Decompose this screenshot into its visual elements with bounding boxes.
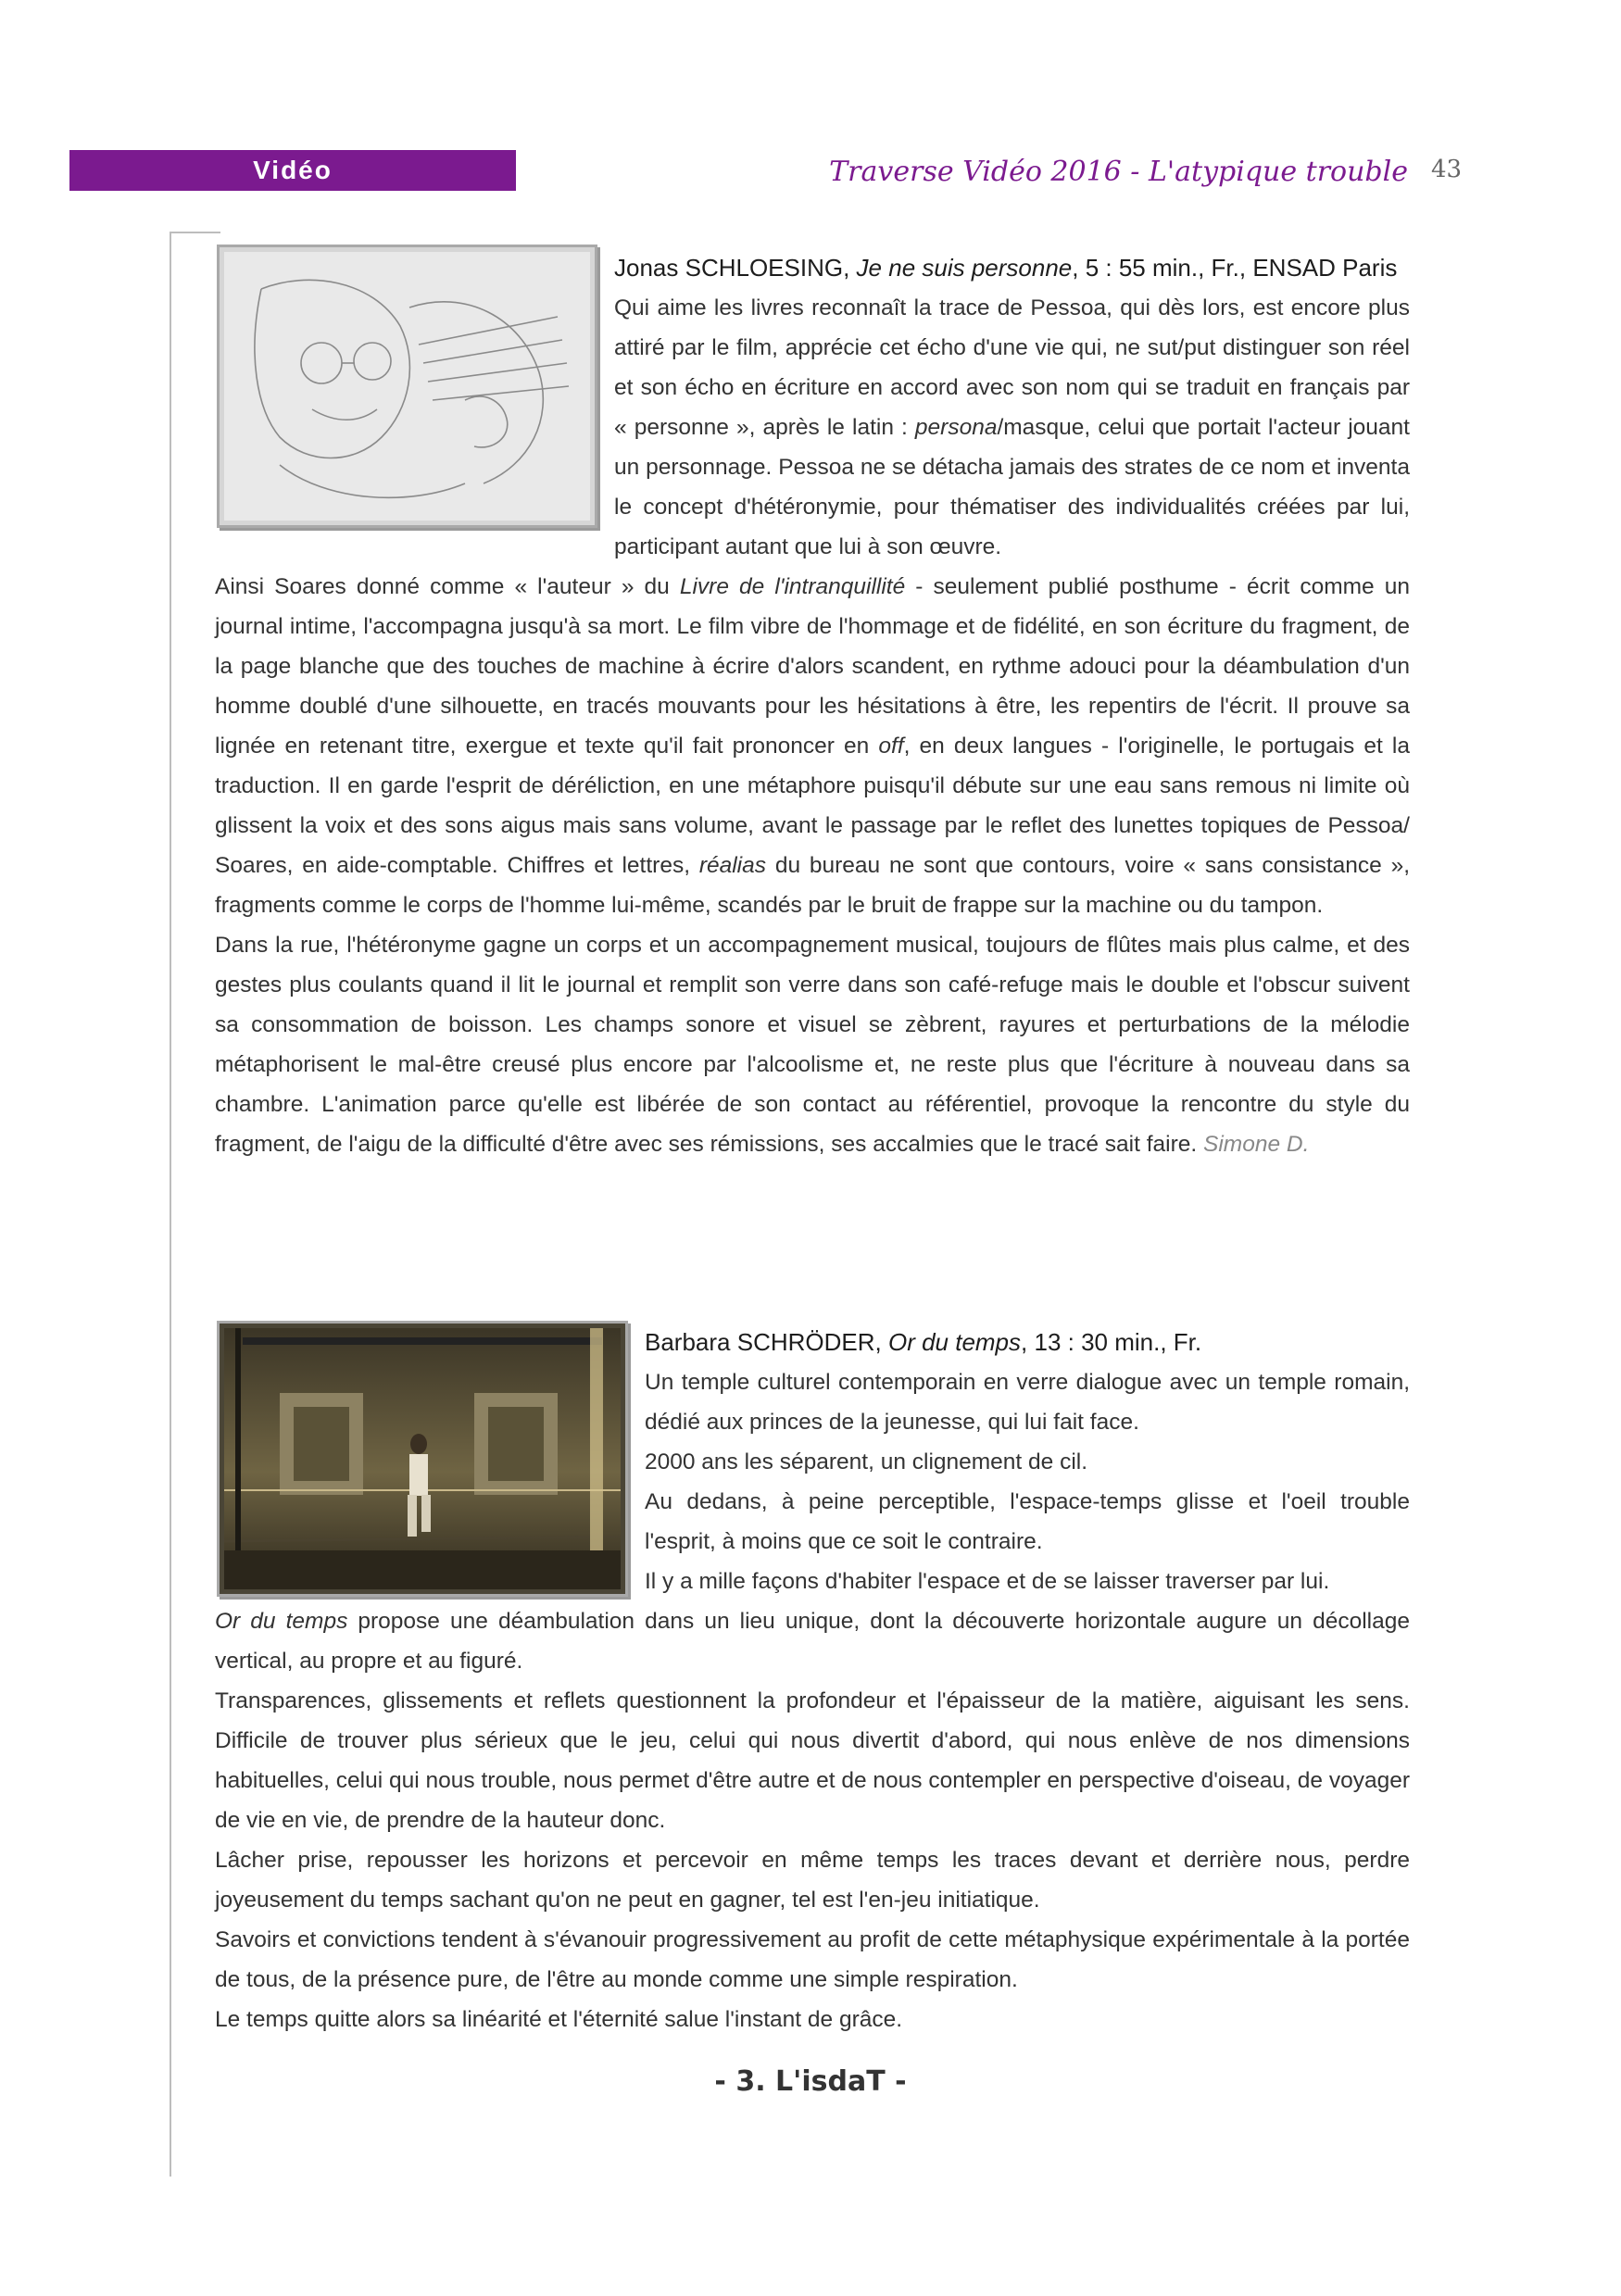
paragraph: Savoirs et convictions tendent à s'évanouir progressivement au profit de cette métaphysique expérimentale à la portée de tous, de la présence pure, de l'être au monde comme une simple respiration.	[215, 1927, 1410, 1992]
paragraph: Il y a mille façons d'habiter l'espace et de se laisser traverser par lui.	[645, 1569, 1330, 1594]
paragraph: Un temple culturel contemporain en verre dialogue avec un temple romain, dédié aux princes de la jeunesse, qui lui fait face.	[645, 1370, 1410, 1435]
film-details: , 13 : 30 min., Fr.	[1021, 1328, 1202, 1356]
margin-rule	[170, 232, 171, 2177]
film-title: Je ne suis personne	[856, 254, 1073, 282]
paragraph: Or du temps propose une déambulation dans un lieu unique, dont la découverte horizontale augure un décollage vertical, au propre et au figuré.	[215, 1609, 1410, 1674]
film-title: Or du temps	[887, 1328, 1022, 1356]
paragraph: Qui aime les livres reconnaît la trace de Pessoa, qui dès lors, est encore plus attiré par le film, apprécie cet écho d'une vie qui, ne sut/put distinguer son réel et son écho en écriture en accord avec son nom qui se traduit en français par « personne », après le latin : persona/masque, celui que portait l'acteur jouant un personnage. Pessoa ne se détacha jamais des strates de ce nom et inventa le concept d'hétéronymie, pour thématiser des individualités créées par lui, participant autant que lui à son œuvre.	[614, 295, 1410, 559]
article-schloesing	[215, 248, 1410, 1164]
sketch-illustration	[224, 252, 590, 521]
paragraph: Dans la rue, l'hétéronyme gagne un corps et un accompagnement musical, toujours de flûtes mais plus calme, et des gestes plus coulants quand il lit le journal et remplit son verre dans son café-refuge mais le double et l'obscur suivent sa consommation de boisson. Les champs sonore et visuel se zèbrent, rayures et perturbations de la mélodie métaphorisent le mal-être creusé plus encore par l'alcoolisme et, ne reste plus que l'écriture à nouveau dans sa chambre. L'animation parce qu'elle est libérée de son contact au référentiel, provoque la rencontre du style du fragment, de l'aigu de la difficulté d'être avec ses rémissions, ses accalmies que le tracé sait faire. Simone D.	[215, 933, 1410, 1157]
margin-rule-top	[170, 232, 220, 233]
paragraph: Transparences, glissements et reflets questionnent la profondeur et l'épaisseur de la matière, aiguisant les sens. Difficile de trouver plus sérieux que le jeu, celui qui nous divertit d'abord, qui nous enlève de nos dimensions habituelles, celui qui nous trouble, nous permet d'être autre et de nous contempler en perspective d'oiseau, de voyager de vie en vie, de prendre de la hauteur donc.	[215, 1688, 1410, 1833]
film-still-sketch	[217, 245, 597, 528]
film-details: , 5 : 55 min., Fr., ENSAD Paris	[1072, 254, 1398, 282]
paragraph: Le temps quitte alors sa linéarité et l'éternité salue l'instant de grâce.	[215, 2007, 903, 2032]
author-name: Barbara SCHRÖDER	[645, 1328, 875, 1356]
running-title: Traverse Vidéo 2016 - L'atypique trouble	[829, 156, 1408, 188]
article-schroder	[215, 1323, 1410, 2039]
section-label: Vidéo	[69, 150, 516, 191]
paragraph: Au dedans, à peine perceptible, l'espace-temps glisse et l'oeil trouble l'esprit, à moins que ce soit le contraire.	[645, 1489, 1410, 1554]
film-still-temple	[217, 1321, 628, 1597]
paragraph: 2000 ans les séparent, un clignement de cil.	[645, 1449, 1088, 1474]
film-heading-1: Jonas SCHLOESING, Je ne suis personne, 5 : 55 min., Fr., ENSAD Paris	[614, 254, 1398, 282]
film-heading-2: Barbara SCHRÖDER, Or du temps, 13 : 30 min., Fr.	[645, 1328, 1202, 1356]
page-number: 43	[1431, 156, 1463, 183]
paragraph: Lâcher prise, repousser les horizons et percevoir en même temps les traces devant et derrière nous, perdre joyeusement du temps sachant qu'on ne peut en gagner, tel est l'en-jeu initiatique.	[215, 1848, 1410, 1913]
author-name: Jonas SCHLOESING	[614, 254, 844, 282]
paragraph: Ainsi Soares donné comme « l'auteur » du Livre de l'intranquillité - seulement publié posthume - écrit comme un journal intime, l'accompagna jusqu'à sa mort. Le film vibre de l'hommage et de fidélité, en son écriture du fragment, de la page blanche que des touches de machine à écrire d'alors scandent, en rythme adouci pour la déambulation d'un homme doublé d'une silhouette, en tracés mouvants pour les hésitations à être, les repentirs de l'écrit. Il prouve sa lignée en retenant titre, exergue et texte qu'il fait prononcer en off, en deux langues - l'originelle, le portugais et la traduction. Il en garde l'esprit de déréliction, en une métaphore puisqu'il débute sur une eau sans remous ni limite où glissent la voix et des sons aigus mais sans volume, avant le passage par le reflet des lunettes topiques de Pessoa/ Soares, en aide-comptable. Chiffres et lettres, réalias du bureau ne sont que contours, voire « sans consistance », fragments comme le corps de l'homme lui-même, scandés par le bruit de frappe sur la machine ou du tampon.	[215, 574, 1411, 918]
page-footer-signature: - 3. L'isdaT -	[714, 2065, 907, 2098]
author-signature: Simone D.	[1203, 1132, 1310, 1157]
temple-photo	[224, 1328, 621, 1589]
